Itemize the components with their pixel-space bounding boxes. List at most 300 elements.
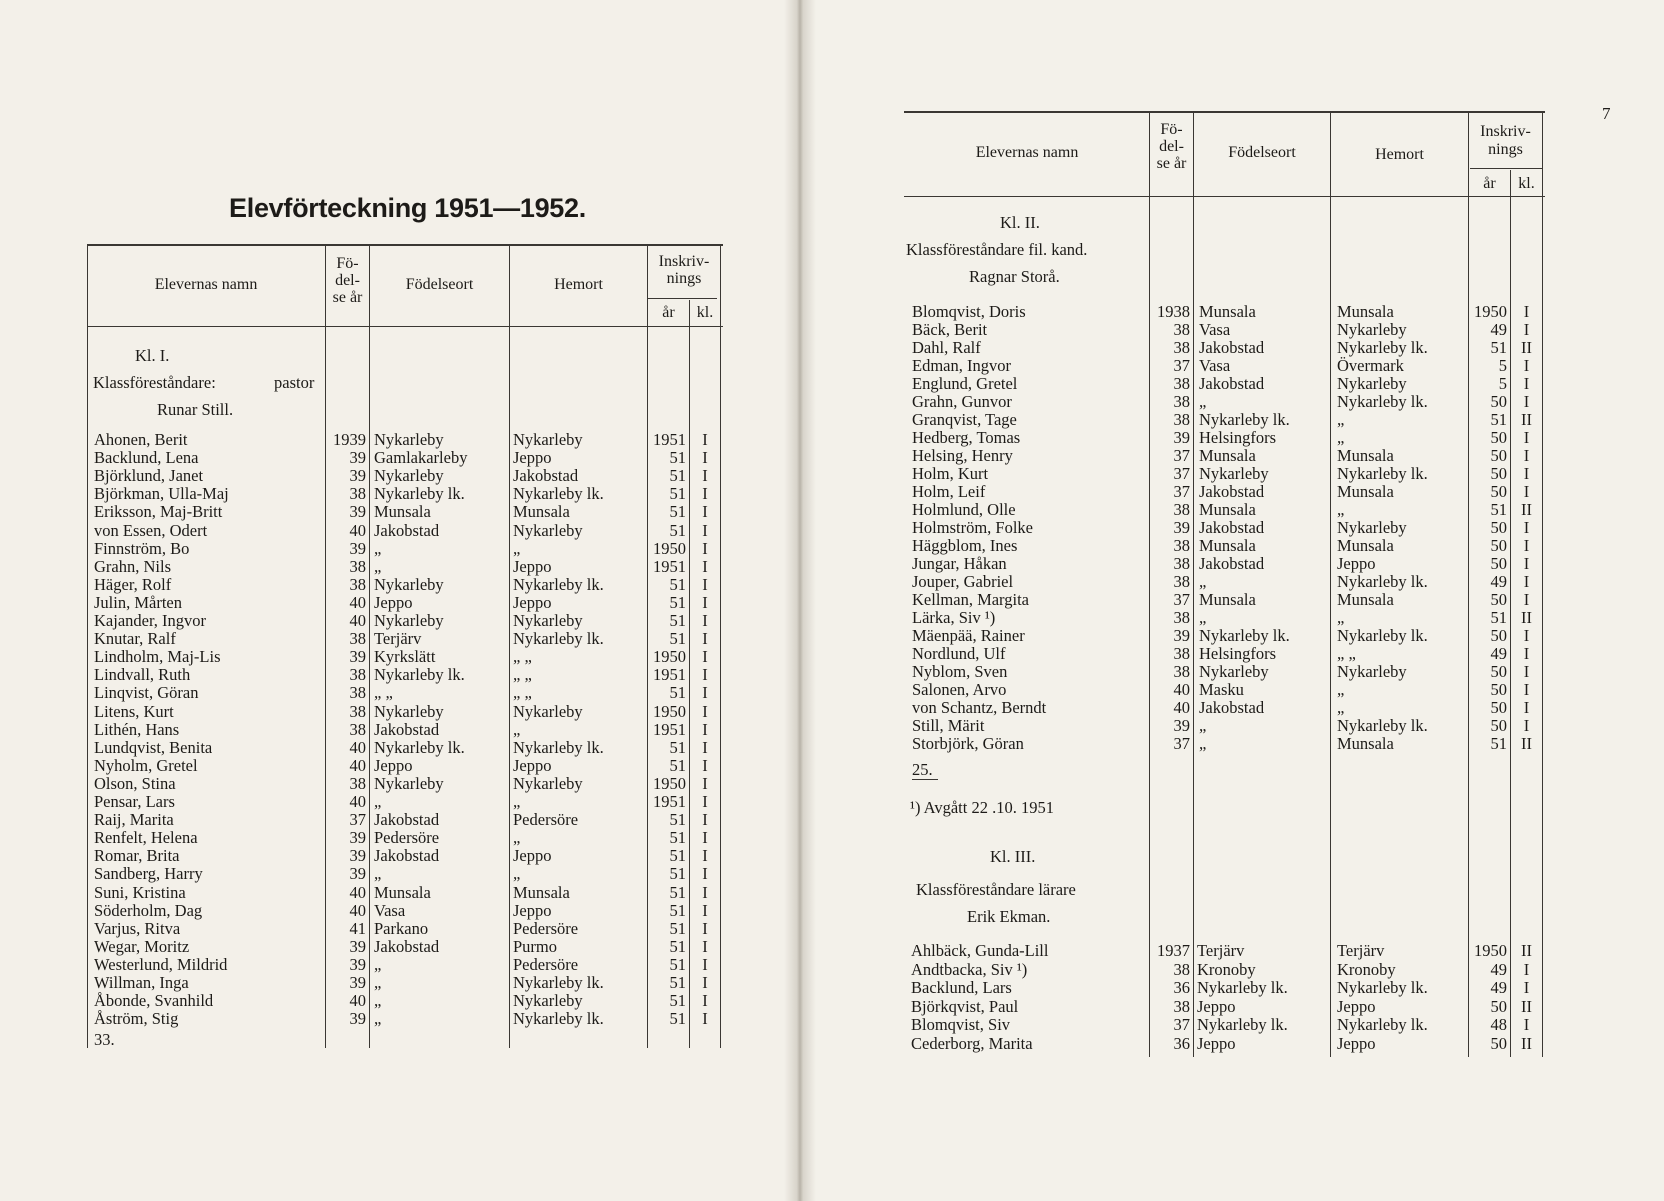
student-name: Bäck, Berit (912, 320, 988, 339)
student-home: Nykarleby (1337, 374, 1407, 393)
student-name: Granqvist, Tage (912, 410, 1017, 429)
student-name: Grahn, Gunvor (912, 392, 1012, 411)
student-birthplace: Vasa (1199, 356, 1231, 375)
student-class: I (1523, 554, 1530, 573)
student-enroll-year: 1950 (653, 701, 686, 721)
student-name: Dahl, Ralf (912, 338, 981, 357)
student-home: Nykarleby (1337, 662, 1407, 681)
header-enrollment-2: nings (1488, 141, 1523, 158)
student-enroll-year: 51 (1490, 410, 1507, 429)
student-birthplace: Vasa (374, 900, 406, 920)
student-name: Björklund, Janet (94, 466, 204, 486)
student-home: Terjärv (1337, 941, 1385, 960)
student-birth-year: 37 (1173, 356, 1190, 375)
student-class: I (1523, 978, 1530, 998)
student-birthplace: Nykarleby lk. (374, 665, 465, 685)
student-birthplace: Masku (1199, 680, 1244, 699)
student-birthplace: Jakobstad (374, 810, 440, 830)
student-birthplace: „ (1199, 392, 1207, 411)
student-enroll-year: 1950 (1474, 941, 1507, 960)
student-class: I (702, 810, 708, 830)
student-birthplace: „ (374, 973, 382, 992)
student-enroll-year: 51 (1490, 338, 1507, 357)
student-enroll-year: 51 (669, 918, 686, 938)
page-number: 7 (1602, 104, 1611, 123)
header-bottom-rule (904, 196, 1545, 197)
student-name: Olson, Stina (94, 773, 176, 793)
student-enroll-year: 5 (1498, 374, 1507, 393)
student-name: Knutar, Ralf (94, 629, 176, 649)
student-name: Cederborg, Marita (911, 1034, 1033, 1053)
table-top-rule (87, 244, 723, 246)
student-enroll-year: 51 (669, 1009, 686, 1029)
student-enroll-year: 48 (1490, 1015, 1507, 1035)
class-teacher-label: Klassföreståndare lärare (916, 880, 1076, 899)
student-home: „ (513, 538, 521, 558)
student-class: I (702, 882, 708, 902)
student-birthplace: Vasa (1199, 320, 1231, 339)
student-enroll-year: 51 (669, 828, 686, 848)
student-enroll-year: 49 (1490, 978, 1507, 998)
student-enroll-year: 51 (669, 954, 686, 974)
student-home: Munsala (1337, 590, 1394, 609)
student-class: I (702, 954, 708, 974)
student-name: Söderholm, Dag (94, 900, 203, 920)
student-birthplace: Nykarleby lk. (374, 484, 465, 504)
student-home: Jeppo (1337, 554, 1376, 573)
student-home: Nykarleby lk. (513, 1009, 604, 1029)
book-spine (784, 0, 816, 1201)
student-enroll-year: 50 (1490, 680, 1507, 699)
student-birthplace: Jakobstad (374, 846, 440, 866)
student-name: Suni, Kristina (94, 882, 186, 902)
student-class: I (1523, 590, 1530, 609)
student-enroll-year: 1950 (653, 647, 686, 667)
student-class: I (702, 701, 708, 721)
header-name: Elevernas namn (154, 276, 258, 293)
student-birth-year: 38 (349, 629, 366, 649)
student-birthplace: Jakobstad (1199, 518, 1265, 537)
student-birth-year: 41 (349, 918, 366, 938)
table-top-rule (904, 111, 1545, 113)
student-enroll-year: 51 (669, 900, 686, 920)
student-home: „ „ (513, 647, 532, 667)
student-name: Holm, Kurt (912, 464, 989, 483)
student-enroll-year: 1951 (653, 719, 686, 739)
student-name: Björkqvist, Paul (911, 996, 1019, 1016)
student-enroll-year: 51 (669, 592, 686, 612)
student-enroll-year: 51 (1490, 734, 1507, 753)
student-class: II (1521, 1034, 1532, 1053)
student-home: Munsala (1337, 536, 1394, 555)
student-class: I (702, 448, 708, 468)
student-birth-year: 37 (349, 810, 366, 830)
student-home: Nykarleby lk. (1337, 392, 1428, 411)
student-name: Lithén, Hans (94, 719, 180, 739)
student-home: „ (513, 792, 521, 811)
student-enroll-year: 51 (669, 737, 686, 757)
student-enroll-year: 50 (1490, 1034, 1507, 1053)
student-class: I (702, 556, 708, 576)
student-birth-year: 36 (1173, 978, 1190, 998)
student-birth-year: 38 (1173, 320, 1190, 339)
student-home: Övermark (1337, 356, 1404, 375)
student-birth-year: 38 (349, 665, 366, 685)
student-class: I (702, 574, 708, 594)
header-birth-year-2: del- (335, 272, 360, 289)
class-teacher-name: Runar Still. (157, 400, 234, 419)
student-home: Munsala (1337, 446, 1394, 465)
header-bottom-rule (87, 326, 723, 327)
student-birthplace: Jakobstad (1199, 554, 1265, 573)
student-class: I (1523, 698, 1530, 717)
student-enroll-year: 51 (669, 755, 686, 775)
student-birth-year: 37 (1173, 446, 1190, 465)
student-birth-year: 38 (1173, 554, 1190, 573)
student-class: I (1523, 572, 1530, 591)
student-birth-year: 37 (1173, 734, 1190, 753)
student-class: I (702, 719, 708, 739)
student-class: I (702, 991, 708, 1011)
student-birthplace: Gamlakarleby (374, 448, 468, 468)
student-class: I (1523, 446, 1530, 465)
student-name: Holm, Leif (912, 482, 986, 501)
student-home: Munsala (1337, 482, 1394, 501)
student-enroll-year: 49 (1490, 572, 1507, 591)
class-heading: Kl. III. (990, 847, 1036, 866)
class-total: 33. (94, 1030, 115, 1049)
header-birth-year-3: se år (1156, 155, 1187, 172)
header-birth-year-2: del- (1159, 138, 1184, 155)
student-birth-year: 38 (1173, 959, 1190, 979)
student-birth-year: 1938 (1157, 302, 1190, 321)
student-name: Salonen, Arvo (912, 680, 1007, 699)
student-class: I (702, 755, 708, 775)
student-birthplace: Terjärv (374, 629, 422, 649)
student-birthplace: Munsala (1199, 500, 1256, 519)
student-birth-year: 38 (1173, 410, 1190, 429)
student-name: Lindvall, Ruth (94, 665, 191, 685)
student-enroll-year: 1951 (653, 430, 686, 449)
student-enroll-year: 51 (669, 810, 686, 830)
student-name: Westerlund, Mildrid (94, 954, 228, 974)
student-birthplace: Nykarleby (374, 466, 444, 486)
student-enroll-year: 50 (1490, 428, 1507, 447)
header-home: Hemort (554, 276, 603, 293)
column-rule (87, 245, 88, 1048)
column-rule (720, 245, 721, 1048)
student-enroll-year: 51 (669, 520, 686, 540)
student-birthplace: Jeppo (374, 592, 413, 612)
student-home: Nykarleby lk. (513, 629, 604, 649)
student-name: von Schantz, Berndt (912, 698, 1047, 717)
student-home: „ (513, 828, 521, 848)
student-birthplace: Pedersöre (374, 828, 440, 848)
student-class: I (702, 484, 708, 504)
student-home: „ (1337, 500, 1345, 519)
student-birth-year: 38 (349, 574, 366, 594)
student-birthplace: Nykarleby (374, 611, 444, 630)
student-name: Renfelt, Helena (94, 828, 198, 848)
student-birthplace: Parkano (374, 918, 429, 938)
header-class: kl. (696, 304, 714, 321)
student-birthplace: Jakobstad (1199, 374, 1265, 393)
student-birth-year: 38 (1173, 644, 1190, 663)
student-enroll-year: 50 (1490, 518, 1507, 537)
student-birthplace: Jakobstad (1199, 698, 1265, 717)
student-birth-year: 39 (349, 502, 366, 522)
student-enroll-year: 50 (1490, 446, 1507, 465)
student-enroll-year: 1950 (1474, 302, 1507, 321)
header-name: Elevernas namn (975, 144, 1079, 161)
student-home: Nykarleby (513, 611, 583, 630)
student-birth-year: 38 (349, 719, 366, 739)
student-home: Nykarleby lk. (1337, 464, 1428, 483)
student-class: I (702, 846, 708, 866)
student-enroll-year: 50 (1490, 482, 1507, 501)
total-underline (912, 779, 938, 780)
student-enroll-year: 51 (669, 466, 686, 486)
student-home: Jeppo (513, 448, 552, 468)
student-class: II (1521, 500, 1532, 519)
student-birthplace: Nykarleby lk. (1197, 1015, 1288, 1035)
student-birth-year: 40 (1173, 698, 1190, 717)
student-class: I (1523, 959, 1530, 979)
student-birthplace: Nykarleby lk. (1199, 410, 1290, 429)
student-birth-year: 38 (1173, 572, 1190, 591)
student-birth-year: 38 (1173, 374, 1190, 393)
student-name: Storbjörk, Göran (912, 734, 1024, 753)
column-rule (1542, 112, 1543, 1057)
student-class: I (1523, 302, 1530, 321)
student-enroll-year: 1951 (653, 556, 686, 576)
student-birth-year: 39 (349, 466, 366, 486)
student-birthplace: „ (1199, 716, 1207, 735)
student-enroll-year: 51 (669, 846, 686, 866)
student-class: I (702, 592, 708, 612)
student-birth-year: 39 (349, 538, 366, 558)
student-home: „ (1337, 698, 1345, 717)
student-home: Nykarleby (1337, 518, 1407, 537)
student-enroll-year: 50 (1490, 590, 1507, 609)
student-home: „ (1337, 608, 1345, 627)
student-birth-year: 38 (1173, 338, 1190, 357)
class-heading: Kl. I. (135, 346, 170, 365)
student-birth-year: 39 (349, 954, 366, 974)
student-enroll-year: 49 (1490, 644, 1507, 663)
student-class: I (1523, 662, 1530, 681)
student-birthplace: Jakobstad (374, 520, 440, 540)
student-birth-year: 39 (349, 864, 366, 884)
student-name: Åström, Stig (94, 1009, 179, 1029)
student-class: II (1521, 941, 1532, 960)
student-birth-year: 38 (349, 484, 366, 504)
header-birth-year-1: Fö- (1160, 121, 1183, 138)
student-birth-year: 40 (349, 755, 366, 775)
student-class: I (1523, 644, 1530, 663)
header-birthplace: Födelseort (1228, 144, 1296, 161)
student-birthplace: „ (1199, 734, 1207, 753)
student-name: Ahonen, Berit (94, 430, 188, 449)
student-enroll-year: 51 (669, 882, 686, 902)
student-birthplace: Nykarleby (374, 773, 444, 793)
student-class: I (1523, 536, 1530, 555)
student-class: I (702, 520, 708, 540)
student-birth-year: 40 (349, 520, 366, 540)
page-title: Elevförteckning 1951—1952. (229, 193, 586, 223)
student-birth-year: 38 (1173, 392, 1190, 411)
student-name: Kajander, Ingvor (94, 611, 207, 630)
student-birth-year: 37 (1173, 1015, 1190, 1035)
student-class: I (702, 466, 708, 486)
student-birth-year: 38 (1173, 662, 1190, 681)
student-name: Mäenpää, Rainer (912, 626, 1025, 645)
student-class: I (1523, 716, 1530, 735)
student-name: Hedberg, Tomas (912, 428, 1021, 447)
student-name: Åbonde, Svanhild (94, 991, 214, 1011)
student-birthplace: „ (374, 991, 382, 1011)
student-class: I (702, 936, 708, 956)
student-home: Munsala (1337, 734, 1394, 753)
student-class: II (1521, 338, 1532, 357)
student-name: Helsing, Henry (912, 446, 1013, 465)
student-birthplace: Kyrkslätt (374, 647, 436, 667)
student-home: Nykarleby lk. (513, 973, 604, 992)
student-birth-year: 36 (1173, 1034, 1190, 1053)
student-birth-year: 37 (1173, 464, 1190, 483)
student-home: „ (1337, 680, 1345, 699)
student-class: II (1521, 608, 1532, 627)
student-class: I (702, 737, 708, 757)
student-birth-year: 39 (349, 448, 366, 468)
student-name: Finnström, Bo (94, 538, 190, 558)
student-enroll-year: 51 (669, 629, 686, 649)
student-home: Nykarleby (513, 520, 583, 540)
student-birthplace: Nykarleby (374, 574, 444, 594)
enrollment-subrule (647, 298, 717, 299)
student-enroll-year: 51 (669, 448, 686, 468)
student-enroll-year: 51 (669, 991, 686, 1011)
student-enroll-year: 51 (669, 502, 686, 522)
student-birth-year: 37 (1173, 482, 1190, 501)
student-enroll-year: 49 (1490, 320, 1507, 339)
student-birth-year: 39 (1173, 716, 1190, 735)
student-name: Grahn, Nils (94, 556, 171, 576)
student-birth-year: 38 (349, 773, 366, 793)
student-birthplace: „ (1199, 572, 1207, 591)
student-enroll-year: 49 (1490, 959, 1507, 979)
student-birth-year: 40 (349, 592, 366, 612)
student-class: I (702, 502, 708, 522)
student-birth-year: 39 (349, 828, 366, 848)
student-name: Pensar, Lars (94, 792, 175, 811)
student-class: I (702, 973, 708, 992)
student-birth-year: 39 (1173, 518, 1190, 537)
student-home: Munsala (1337, 302, 1394, 321)
student-home: Jeppo (513, 846, 552, 866)
student-class: I (702, 900, 708, 920)
student-birthplace: Munsala (1199, 536, 1256, 555)
student-name: Raij, Marita (94, 810, 174, 830)
student-name: Ahlbäck, Gunda-Lill (911, 941, 1049, 960)
student-home: Jeppo (513, 755, 552, 775)
student-name: Sandberg, Harry (94, 864, 203, 884)
student-birth-year: 40 (349, 792, 366, 811)
student-home: Nykarleby lk. (1337, 716, 1428, 735)
student-birth-year: 38 (1173, 996, 1190, 1016)
header-home: Hemort (1375, 146, 1424, 163)
student-class: I (1523, 518, 1530, 537)
student-birth-year: 39 (349, 1009, 366, 1029)
student-birth-year: 39 (349, 846, 366, 866)
student-home: Pedersöre (513, 918, 579, 938)
student-name: Häger, Rolf (94, 574, 172, 594)
student-home: Pedersöre (513, 810, 579, 830)
student-class: I (702, 611, 708, 630)
student-home: Jeppo (513, 900, 552, 920)
student-name: Nyblom, Sven (912, 662, 1008, 681)
student-birthplace: Nykarleby (1199, 662, 1269, 681)
student-birth-year: 40 (349, 900, 366, 920)
footnote: ¹) Avgått 22 .10. 1951 (910, 798, 1054, 817)
student-birthplace: „ (374, 1009, 382, 1029)
student-name: Lindholm, Maj-Lis (94, 647, 221, 667)
student-enroll-year: 51 (669, 611, 686, 630)
student-home: Nykarleby lk. (513, 737, 604, 757)
student-home: Nykarleby (513, 701, 583, 721)
student-enroll-year: 51 (669, 683, 686, 703)
student-class: I (702, 538, 708, 558)
enrollment-subrule (1470, 168, 1542, 169)
student-enroll-year: 50 (1490, 662, 1507, 681)
class-teacher-label: Klassföreståndare: (93, 373, 216, 392)
student-name: Lärka, Siv ¹) (912, 608, 996, 627)
student-birthplace: „ (1199, 608, 1207, 627)
column-rule (1330, 112, 1331, 1057)
student-home: „ „ (513, 665, 532, 685)
student-enroll-year: 51 (1490, 500, 1507, 519)
student-name: Backlund, Lars (911, 978, 1012, 998)
student-birthplace: Jeppo (1197, 1034, 1236, 1053)
student-class: I (1523, 356, 1530, 375)
student-enroll-year: 50 (1490, 464, 1507, 483)
student-name: Jouper, Gabriel (912, 572, 1014, 591)
student-enroll-year: 51 (669, 864, 686, 884)
student-class: II (1521, 734, 1532, 753)
column-rule (369, 245, 370, 1048)
class-total: 25. (912, 760, 933, 779)
student-home: Nykarleby (513, 991, 583, 1011)
student-name: Blomqvist, Doris (912, 302, 1026, 321)
student-class: I (702, 683, 708, 703)
student-name: Häggblom, Ines (912, 536, 1018, 555)
student-birthplace: Nykarleby (1199, 464, 1269, 483)
student-home: Kronoby (1337, 959, 1396, 979)
student-name: Nordlund, Ulf (912, 644, 1006, 663)
student-home: Nykarleby lk. (513, 484, 604, 504)
student-birthplace: „ (374, 538, 382, 558)
student-class: II (1521, 996, 1532, 1016)
student-home: „ (513, 864, 521, 884)
student-class: I (1523, 320, 1530, 339)
student-birth-year: 40 (1173, 680, 1190, 699)
student-home: Jakobstad (513, 466, 579, 486)
student-enroll-year: 50 (1490, 536, 1507, 555)
student-name: Holmlund, Olle (912, 500, 1016, 519)
student-home: Nykarleby lk. (1337, 626, 1428, 645)
student-class: I (702, 430, 708, 449)
student-enroll-year: 5 (1498, 356, 1507, 375)
